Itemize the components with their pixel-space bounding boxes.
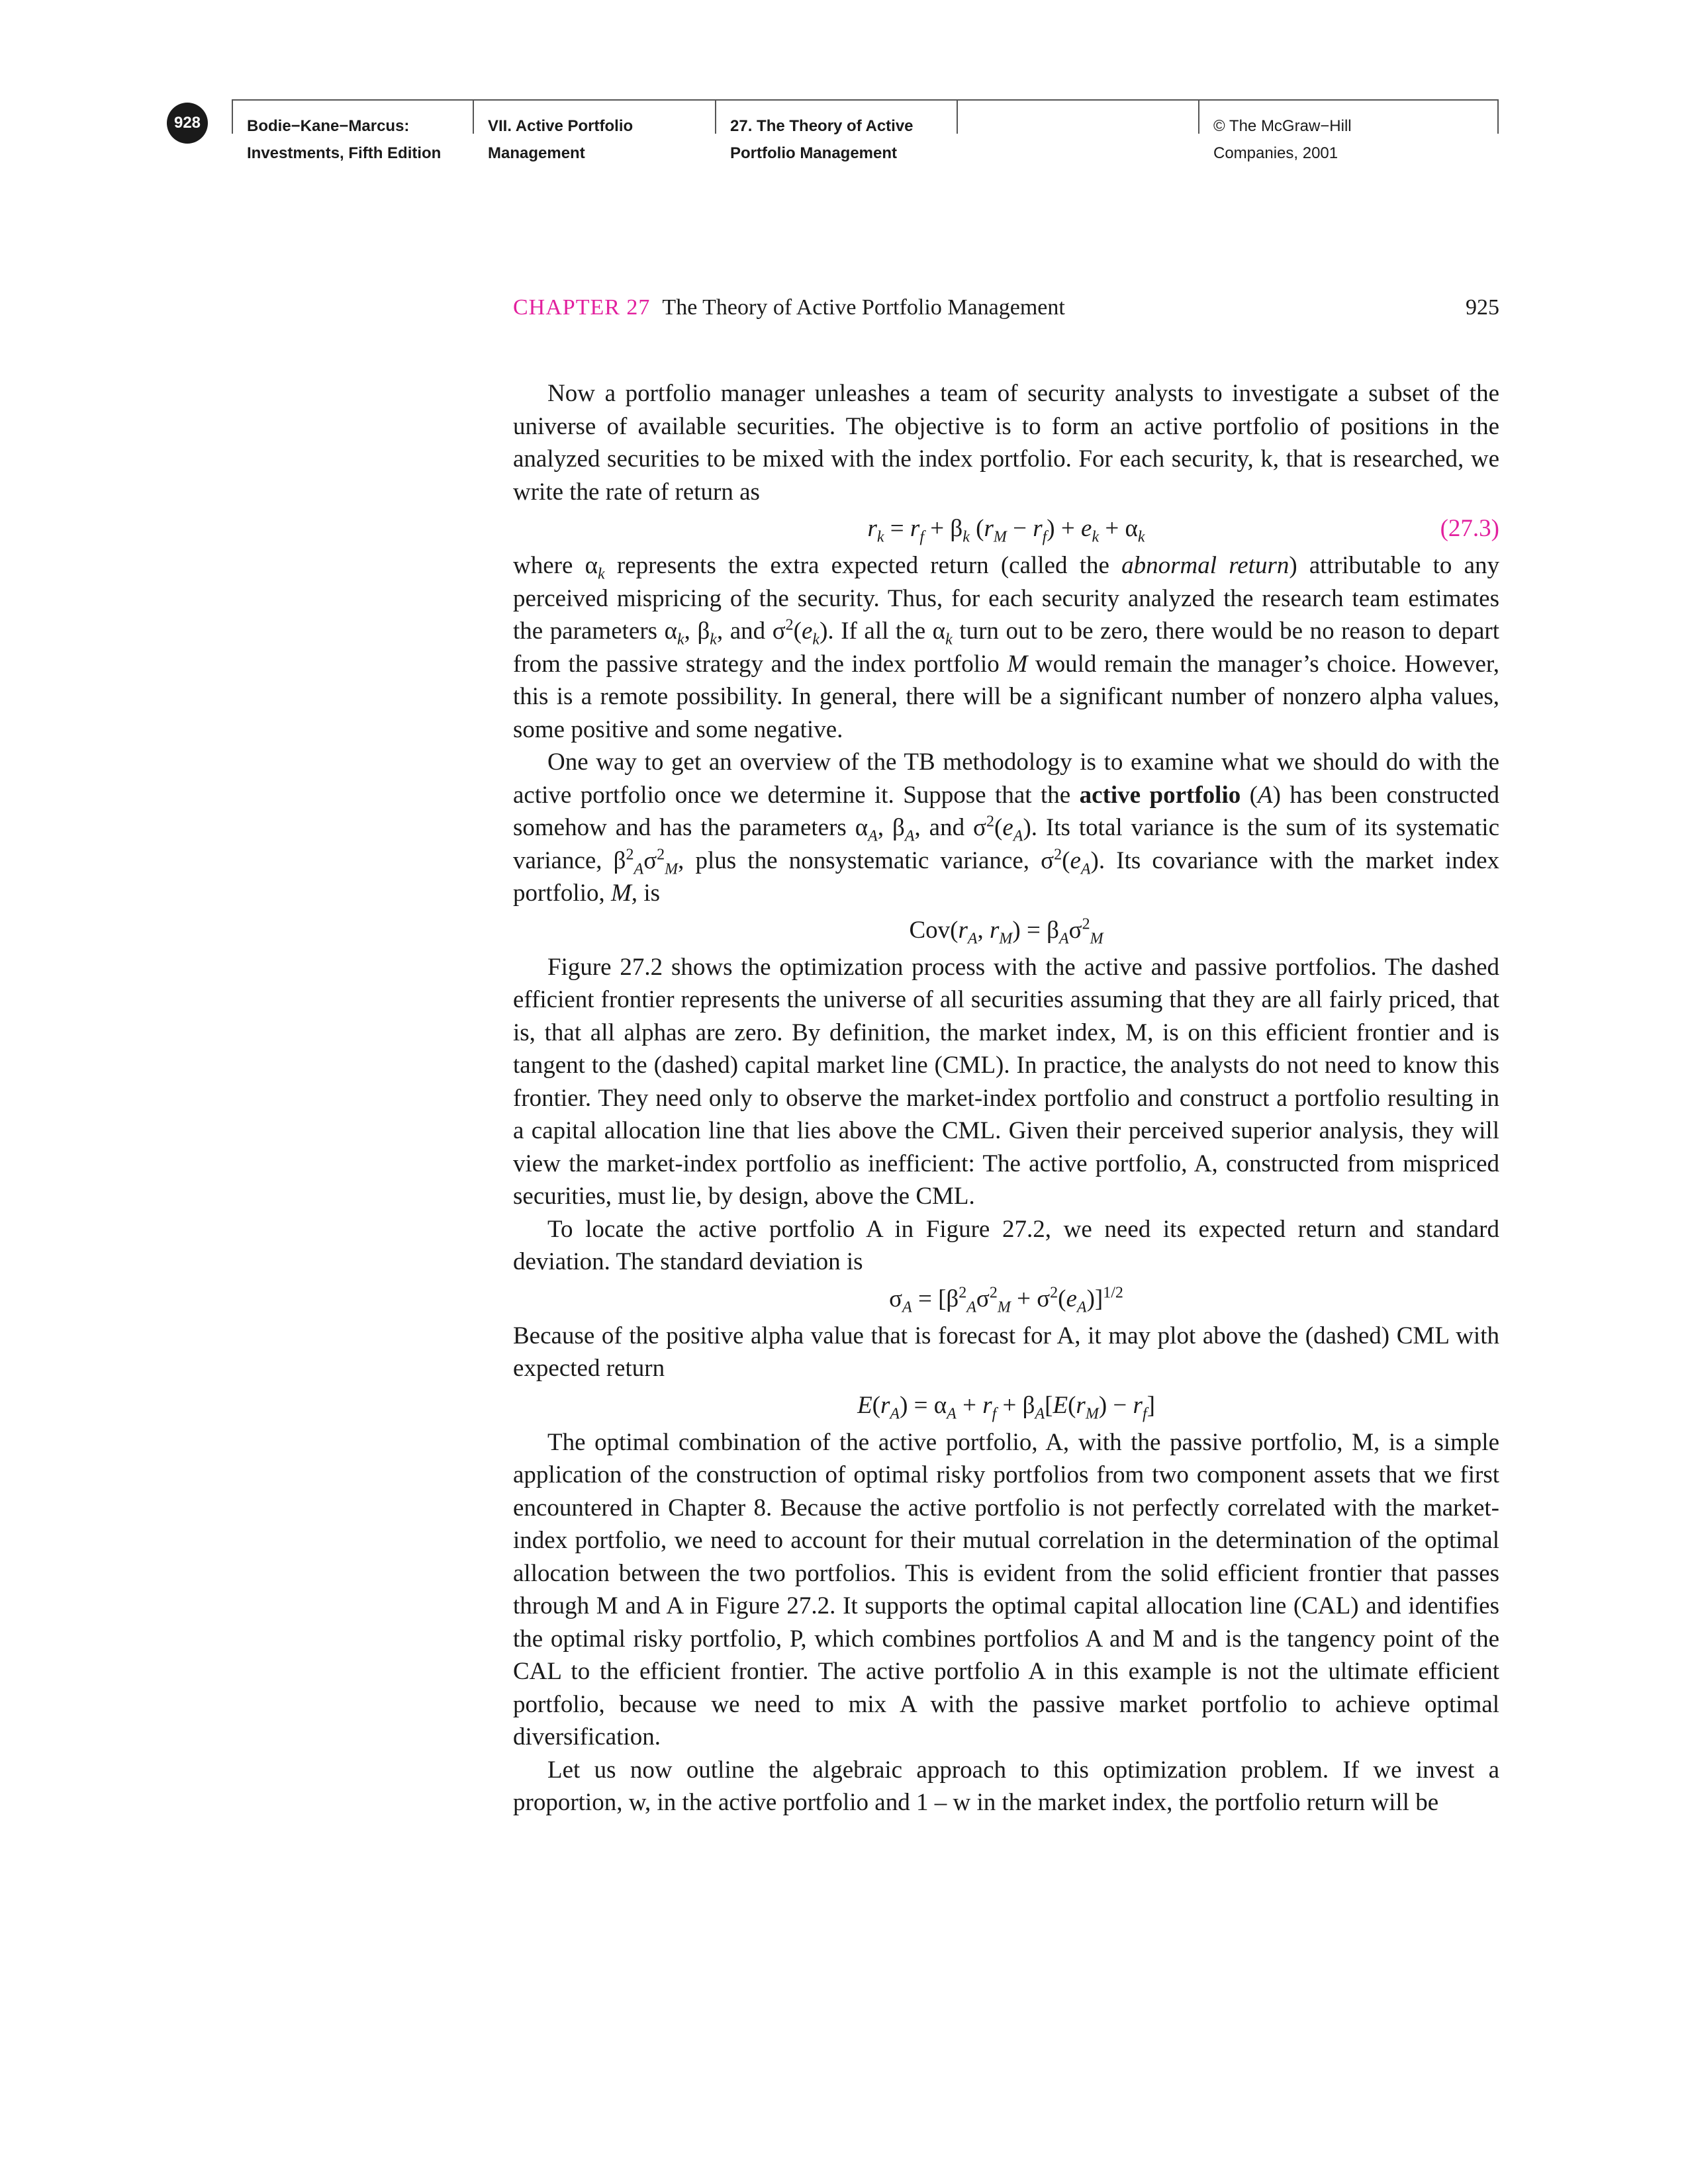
italic-term: abnormal return [1121, 552, 1289, 579]
header-part-title [488, 113, 633, 167]
header-copyright [1213, 113, 1352, 167]
header-divider [473, 99, 474, 134]
chapter-label: CHAPTER 27 [513, 295, 651, 320]
header-divider [715, 99, 716, 134]
paragraph: Because of the positive alpha value that is forecast for A, it may plot above the (dashed) CML with expected return [513, 1322, 1499, 1382]
text-run: has been constructed somehow and has the parameters [513, 781, 1500, 841]
text-run: represents the extra expected return (called the [616, 552, 1109, 579]
paragraph: Now a portfolio manager unleashes a team of security analysts to investigate a subset of the universe of available securities. The objective is to form an active portfolio of positions in the analyzed securities to be mixed with the index portfolio. For each security, k, that is researched, we write the rate of return as [513, 380, 1499, 506]
text-run: would remain the manager’s choice. However, this is a remote possibility. In general, there will be a significant number of nonzero alpha values, some positive and some negative. [513, 650, 1500, 743]
expected-return-equation: $E(r_A) = \alpha_A + r_f + \beta_A[E(r_M) - r_f]$ [857, 1391, 1155, 1422]
body-text [513, 377, 1499, 1819]
bold-term: active portfolio [1079, 781, 1241, 809]
header-divider [957, 99, 958, 134]
covariance-equation: $Cov(r_A$, $r_M) = \beta_A\sigma^2_M$ [909, 915, 1103, 947]
page-number-badge: 928 [167, 103, 208, 144]
paragraph: where $\alpha_k$ represents the extra expected return (called the abnormal return) attributable to any perceived mispricing of the security. Thus, for each security analyzed the research team estimates the parameters $\alpha_k$, $\beta_k$, and $\sigma^2(e_k)$. If all the $\alpha_k$ turn out to be zero, there would be no reason to depart from the passive strategy and the index portfolio M would remain the manager’s choice. However, this is a remote possibility. In general, there will be a significant number of nonzero alpha values, some positive and some negative. [513, 552, 1500, 743]
text-run: Its covariance with the market index portfolio, [513, 846, 1500, 907]
paragraph: To locate the active portfolio A in Figure 27.2, we need its expected return and standard deviation. The standard deviation is [513, 1215, 1499, 1275]
header-text: © The McGraw−Hill [1213, 117, 1352, 135]
header-text: Management [488, 144, 585, 162]
paragraph: Figure 27.2 shows the optimization process with the active and passive portfolios. The dashed efficient frontier represents the universe of all securities assuming that they are all fairly priced, that is, that all alphas are zero. By definition, the market index, M, is on this efficient frontier and is tangent to the (dashed) capital market line (CML). In practice, the analysts do not need to know this frontier. They need only to observe the market-index portfolio and construct a portfolio resulting in a capital allocation line that lies above the CML. Given their perceived superior analysis, they will view the market-index portfolio as inefficient: The active portfolio, A, constructed from mispriced securities, must lie, by design, above the CML. [513, 953, 1499, 1210]
header-text: Bodie−Kane−Marcus: [247, 117, 410, 135]
text-run: ) attributable to any perceived mispricing of the security. Thus, for each security analyzed the research team estimates the parameters [513, 552, 1499, 645]
header-divider [1198, 99, 1199, 134]
equation-27-3: $r_k = r_f + \beta_k$ $(r_M - r_f) + e_k + \alpha_k$ (27.3) [513, 508, 1499, 549]
text-run: is [643, 880, 660, 907]
header-text: Investments, Fifth Edition [247, 144, 442, 162]
text-run: where α [513, 552, 598, 579]
header-chapter-title [730, 113, 914, 167]
equation-number: (27.3) [1440, 515, 1499, 542]
paragraph: The optimal combination of the active portfolio, A, with the passive portfolio, M, is a simple application of the construction of optimal risky portfolios from two component assets that we first encountered in Chapter 8. Because the active portfolio is not perfectly correlated with the market-index portfolio, we need to account for their mutual correlation in the determination of the optimal allocation between the two portfolios. This is evident from the solid efficient frontier that passes through M and A in Figure 27.2. It supports the optimal capital allocation line (CAL) and identifies the optimal risky portfolio, P, which combines portfolios A and M and is the tangency point of the CAL to the efficient frontier. The active portfolio A in this example is not the ultimate efficient portfolio, because we need to mix A with the passive market portfolio to achieve optimal diversification. [513, 1428, 1499, 1751]
text-run: One way to get an overview of the TB methodology is to examine what we should do with the active portfolio once we determine it. Suppose that the [513, 749, 1499, 809]
text-run: Its total variance is the sum of its systematic variance, [513, 814, 1500, 874]
header-text: 27. The Theory of Active [730, 117, 914, 135]
header-text: Companies, 2001 [1213, 144, 1338, 162]
book-header [0, 99, 1688, 172]
header-book-title [247, 113, 441, 167]
paragraph: One way to get an overview of the TB methodology is to examine what we should do with the active portfolio once we determine it. Suppose that the active portfolio (A) has been constructed somehow and has the parameters $\alpha_A$, $\beta_A$, and $\sigma^2(e_A)$. Its total variance is the sum of its systematic variance, $\beta^2_A\sigma^2_M$, plus the nonsystematic variance, $\sigma^2(e_A)$. Its covariance with the market index portfolio, M, is [513, 749, 1500, 907]
page-number: 925 [1466, 295, 1499, 320]
text-run: If all the α [841, 617, 946, 645]
header-text: Portfolio Management [730, 144, 898, 162]
std-deviation-equation: $\sigma_A = [\beta^2_A\sigma^2_M + \sigma^2(e_A)]^{1/2}$ [889, 1284, 1123, 1316]
text-run: plus the nonsystematic variance, [695, 846, 1030, 874]
header-divider [232, 99, 233, 134]
header-text: VII. Active Portfolio [488, 117, 633, 135]
paragraph: Let us now outline the algebraic approach to this optimization problem. If we invest a proportion, w, in the active portfolio and 1 – w in the market index, the portfolio return will be [513, 1756, 1499, 1816]
text-run: turn out to be zero, there would be no reason to depart from the passive strategy and the index portfolio [513, 617, 1500, 678]
running-head [513, 295, 1499, 322]
header-divider [1497, 99, 1499, 134]
header-rule [232, 99, 1497, 101]
chapter-title: The Theory of Active Portfolio Management [662, 295, 1065, 320]
